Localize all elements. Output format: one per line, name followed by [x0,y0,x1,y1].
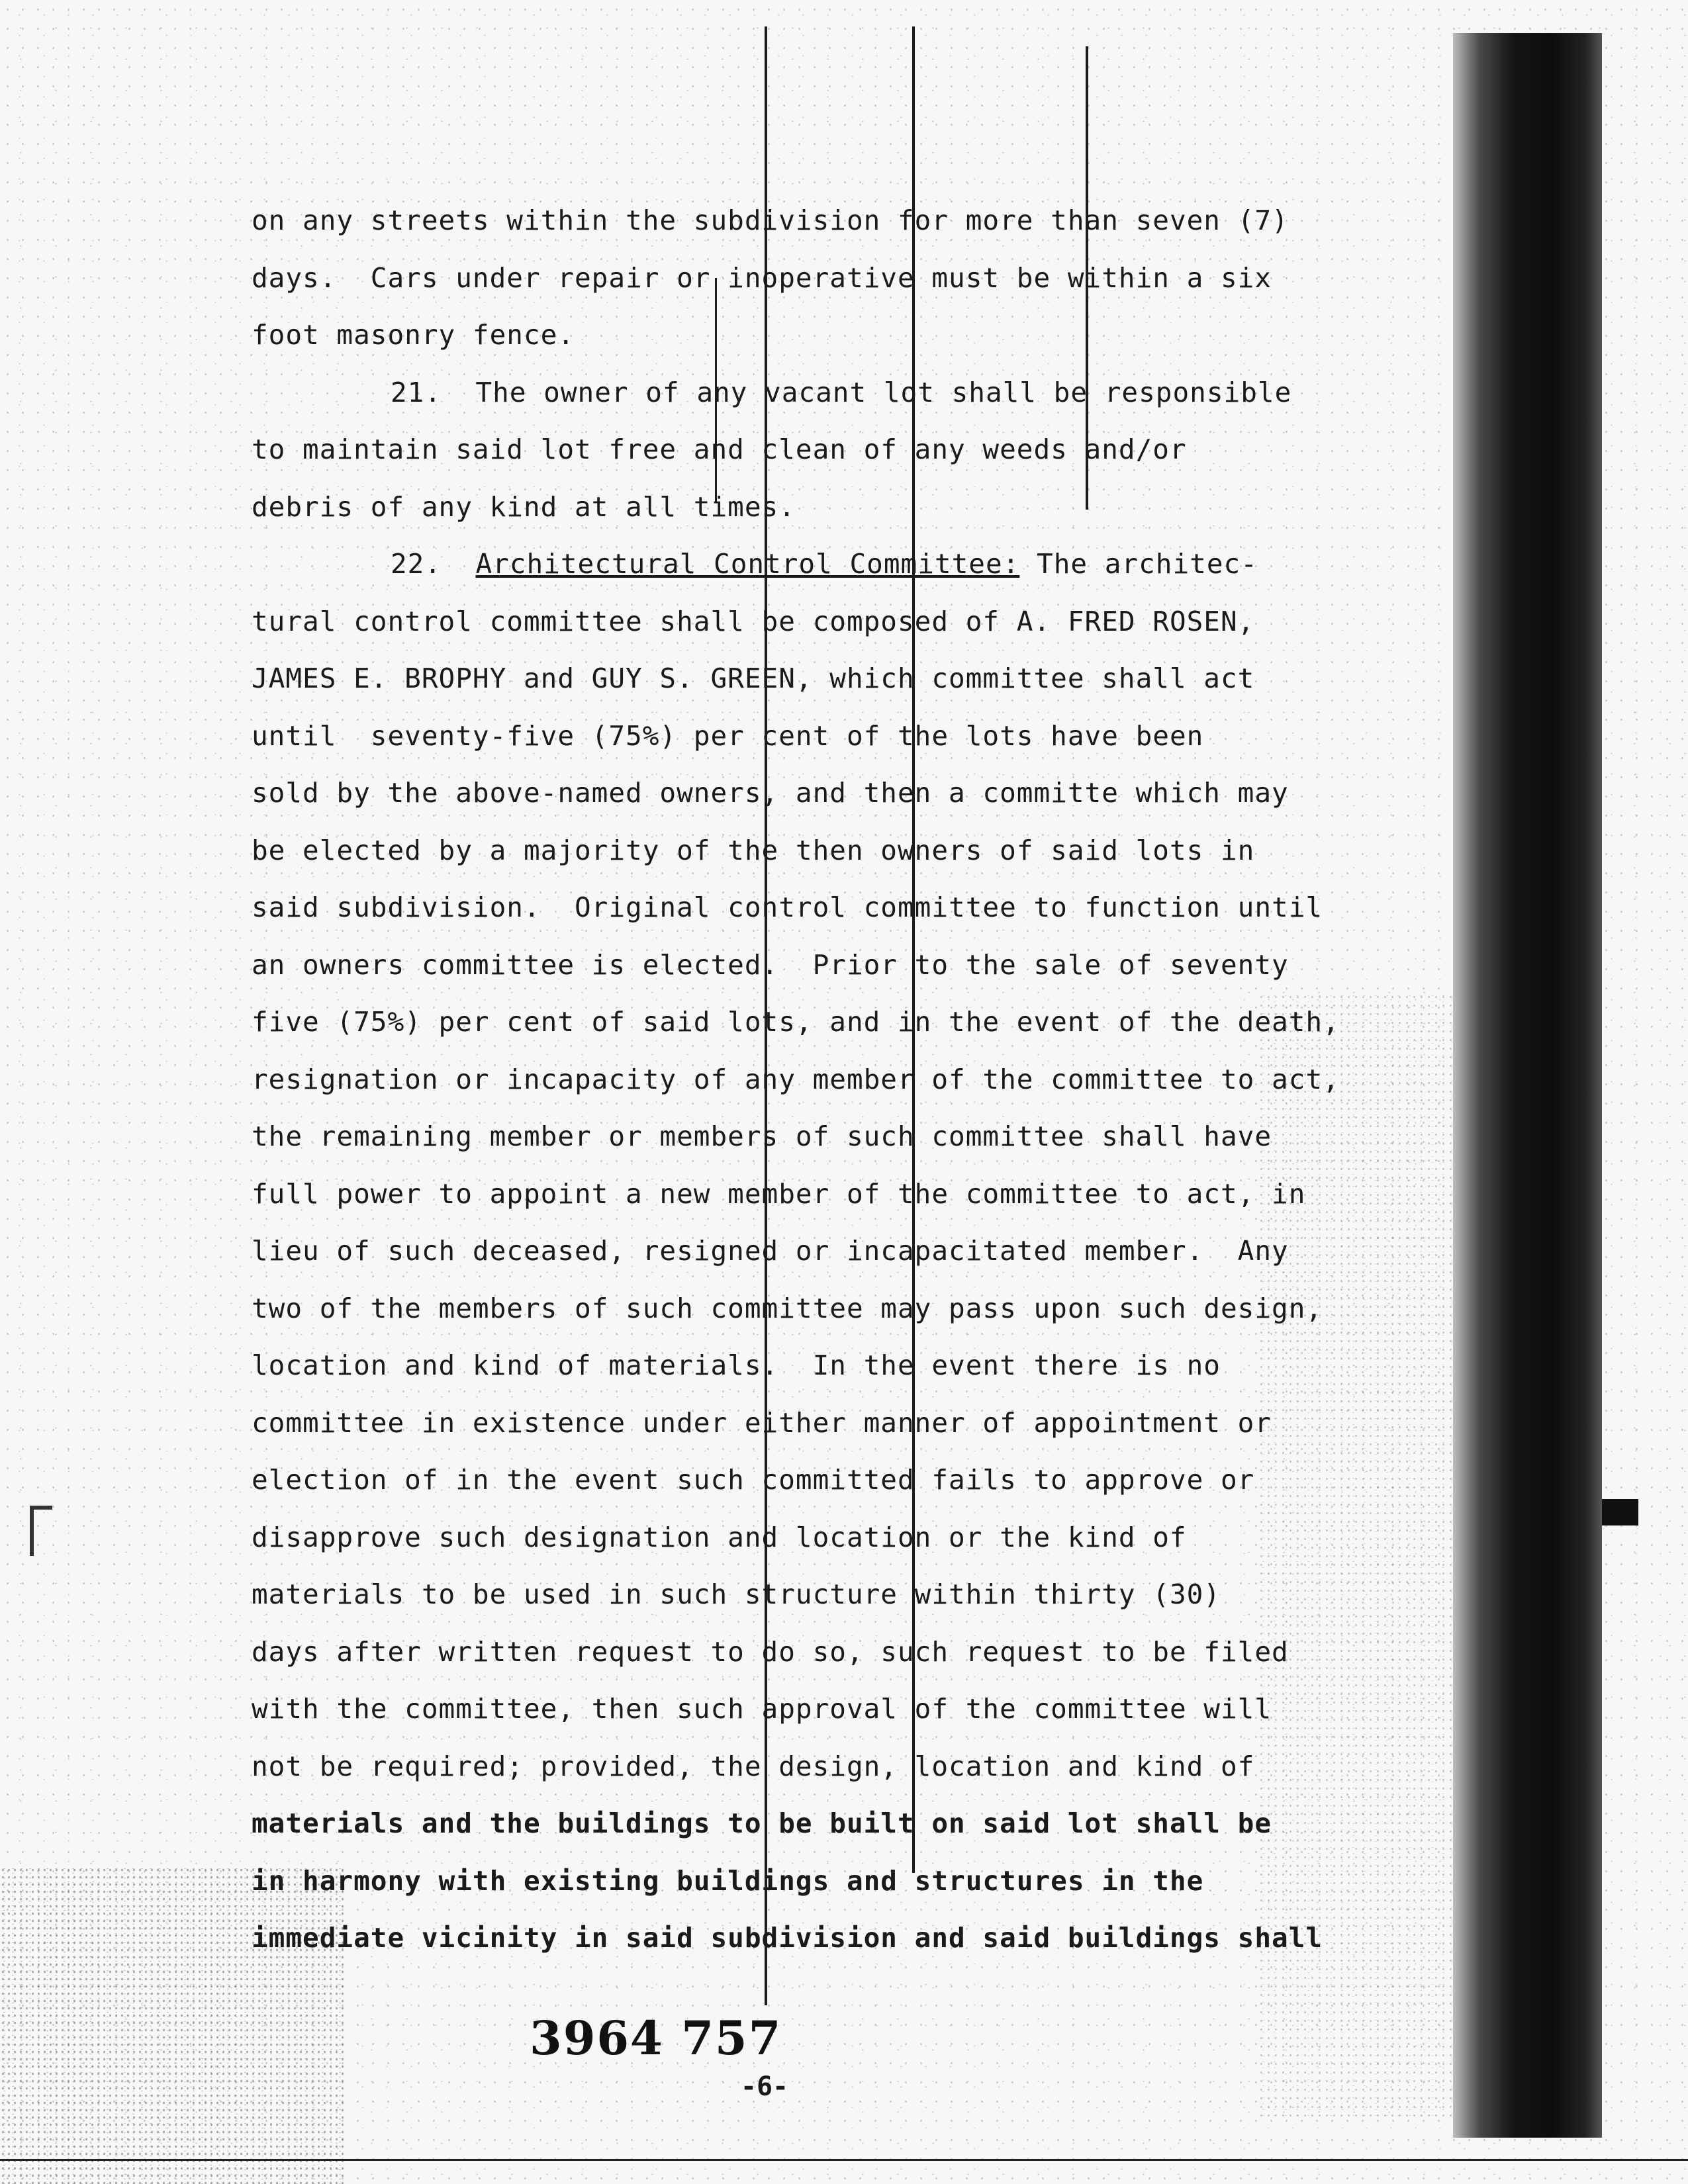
text-line: sold by the above-named owners, and then a committe which may [252,777,1289,809]
section-heading: Architectural Control Committee: [475,548,1020,580]
text-line: days. Cars under repair or inoperative must be within a six [252,261,1272,294]
text-line: on any streets within the subdivision for more than seven (7) [252,205,1289,236]
paragraph-number: 22. [391,548,442,580]
paragraph-21 [252,364,1364,536]
text-line: location and kind of materials. In the event there is no [252,1349,1221,1381]
text-line: immediate vicinity in said subdivision and said buildings shall [252,1922,1323,1954]
text-line: not be required; provided, the design, location and kind of [252,1750,1255,1782]
text-line: tural control committee shall be composed of A. FRED ROSEN, [252,605,1255,637]
text-line: JAMES E. BROPHY and GUY S. GREEN, which committee shall act [252,662,1255,694]
text-line: 21. The owner of any vacant lot shall be responsible [391,376,1292,408]
text-line: disapprove such designation and location or the kind of [252,1521,1187,1553]
text-line: with the committee, then such approval of the committee will [252,1693,1272,1725]
text-fragment: The architec- [1019,548,1258,580]
text-line: materials and the buildings to be built on said lot shall be [252,1807,1272,1839]
text-line: foot masonry fence. [252,319,575,351]
recording-book-page-stamp: 3964 757 [530,2011,782,2066]
text-line: until seventy-five (75%) per cent of the lots have been [252,719,1204,752]
text-line: two of the members of such committee may pass upon such design, [252,1292,1323,1324]
text-line: committee in existence under either manner of appointment or [252,1406,1272,1439]
text-line: in harmony with existing buildings and structures in the [252,1864,1204,1897]
document-body [252,192,1364,1967]
binding-shadow [1453,33,1602,2138]
text-line: materials to be used in such structure within thirty (30) [252,1578,1221,1610]
page-number: -6- [740,2071,789,2102]
binding-tab [1602,1499,1638,1525]
paragraph-22-first-line [252,535,1364,593]
text-line: said subdivision. Original control committee to function until [252,891,1323,923]
text-line: lieu of such deceased, resigned or incapacitated member. Any [252,1235,1289,1267]
text-line: days after written request to do so, such request to be filed [252,1635,1289,1668]
text-line: election of in the event such committed fails to approve or [252,1464,1255,1496]
paragraph-22 [252,535,1364,1967]
text-line: be elected by a majority of the then owners of said lots in [252,834,1255,866]
text-line: debris of any kind at all times. [252,490,796,523]
text-line: full power to appoint a new member of the committee to act, in [252,1177,1306,1210]
text-line: to maintain said lot free and clean of any weeds and/or [252,433,1187,465]
text-line: an owners committee is elected. Prior to the sale of seventy [252,948,1289,981]
text-line: the remaining member or members of such committee shall have [252,1120,1272,1152]
paragraph-20-continuation [252,192,1364,364]
text-line: resignation or incapacity of any member of the committee to act, [252,1063,1340,1095]
margin-bracket-mark [30,1506,52,1556]
bottom-edge-line [0,2159,1688,2161]
text-line: five (75%) per cent of said lots, and in the event of the death, [252,1006,1340,1038]
